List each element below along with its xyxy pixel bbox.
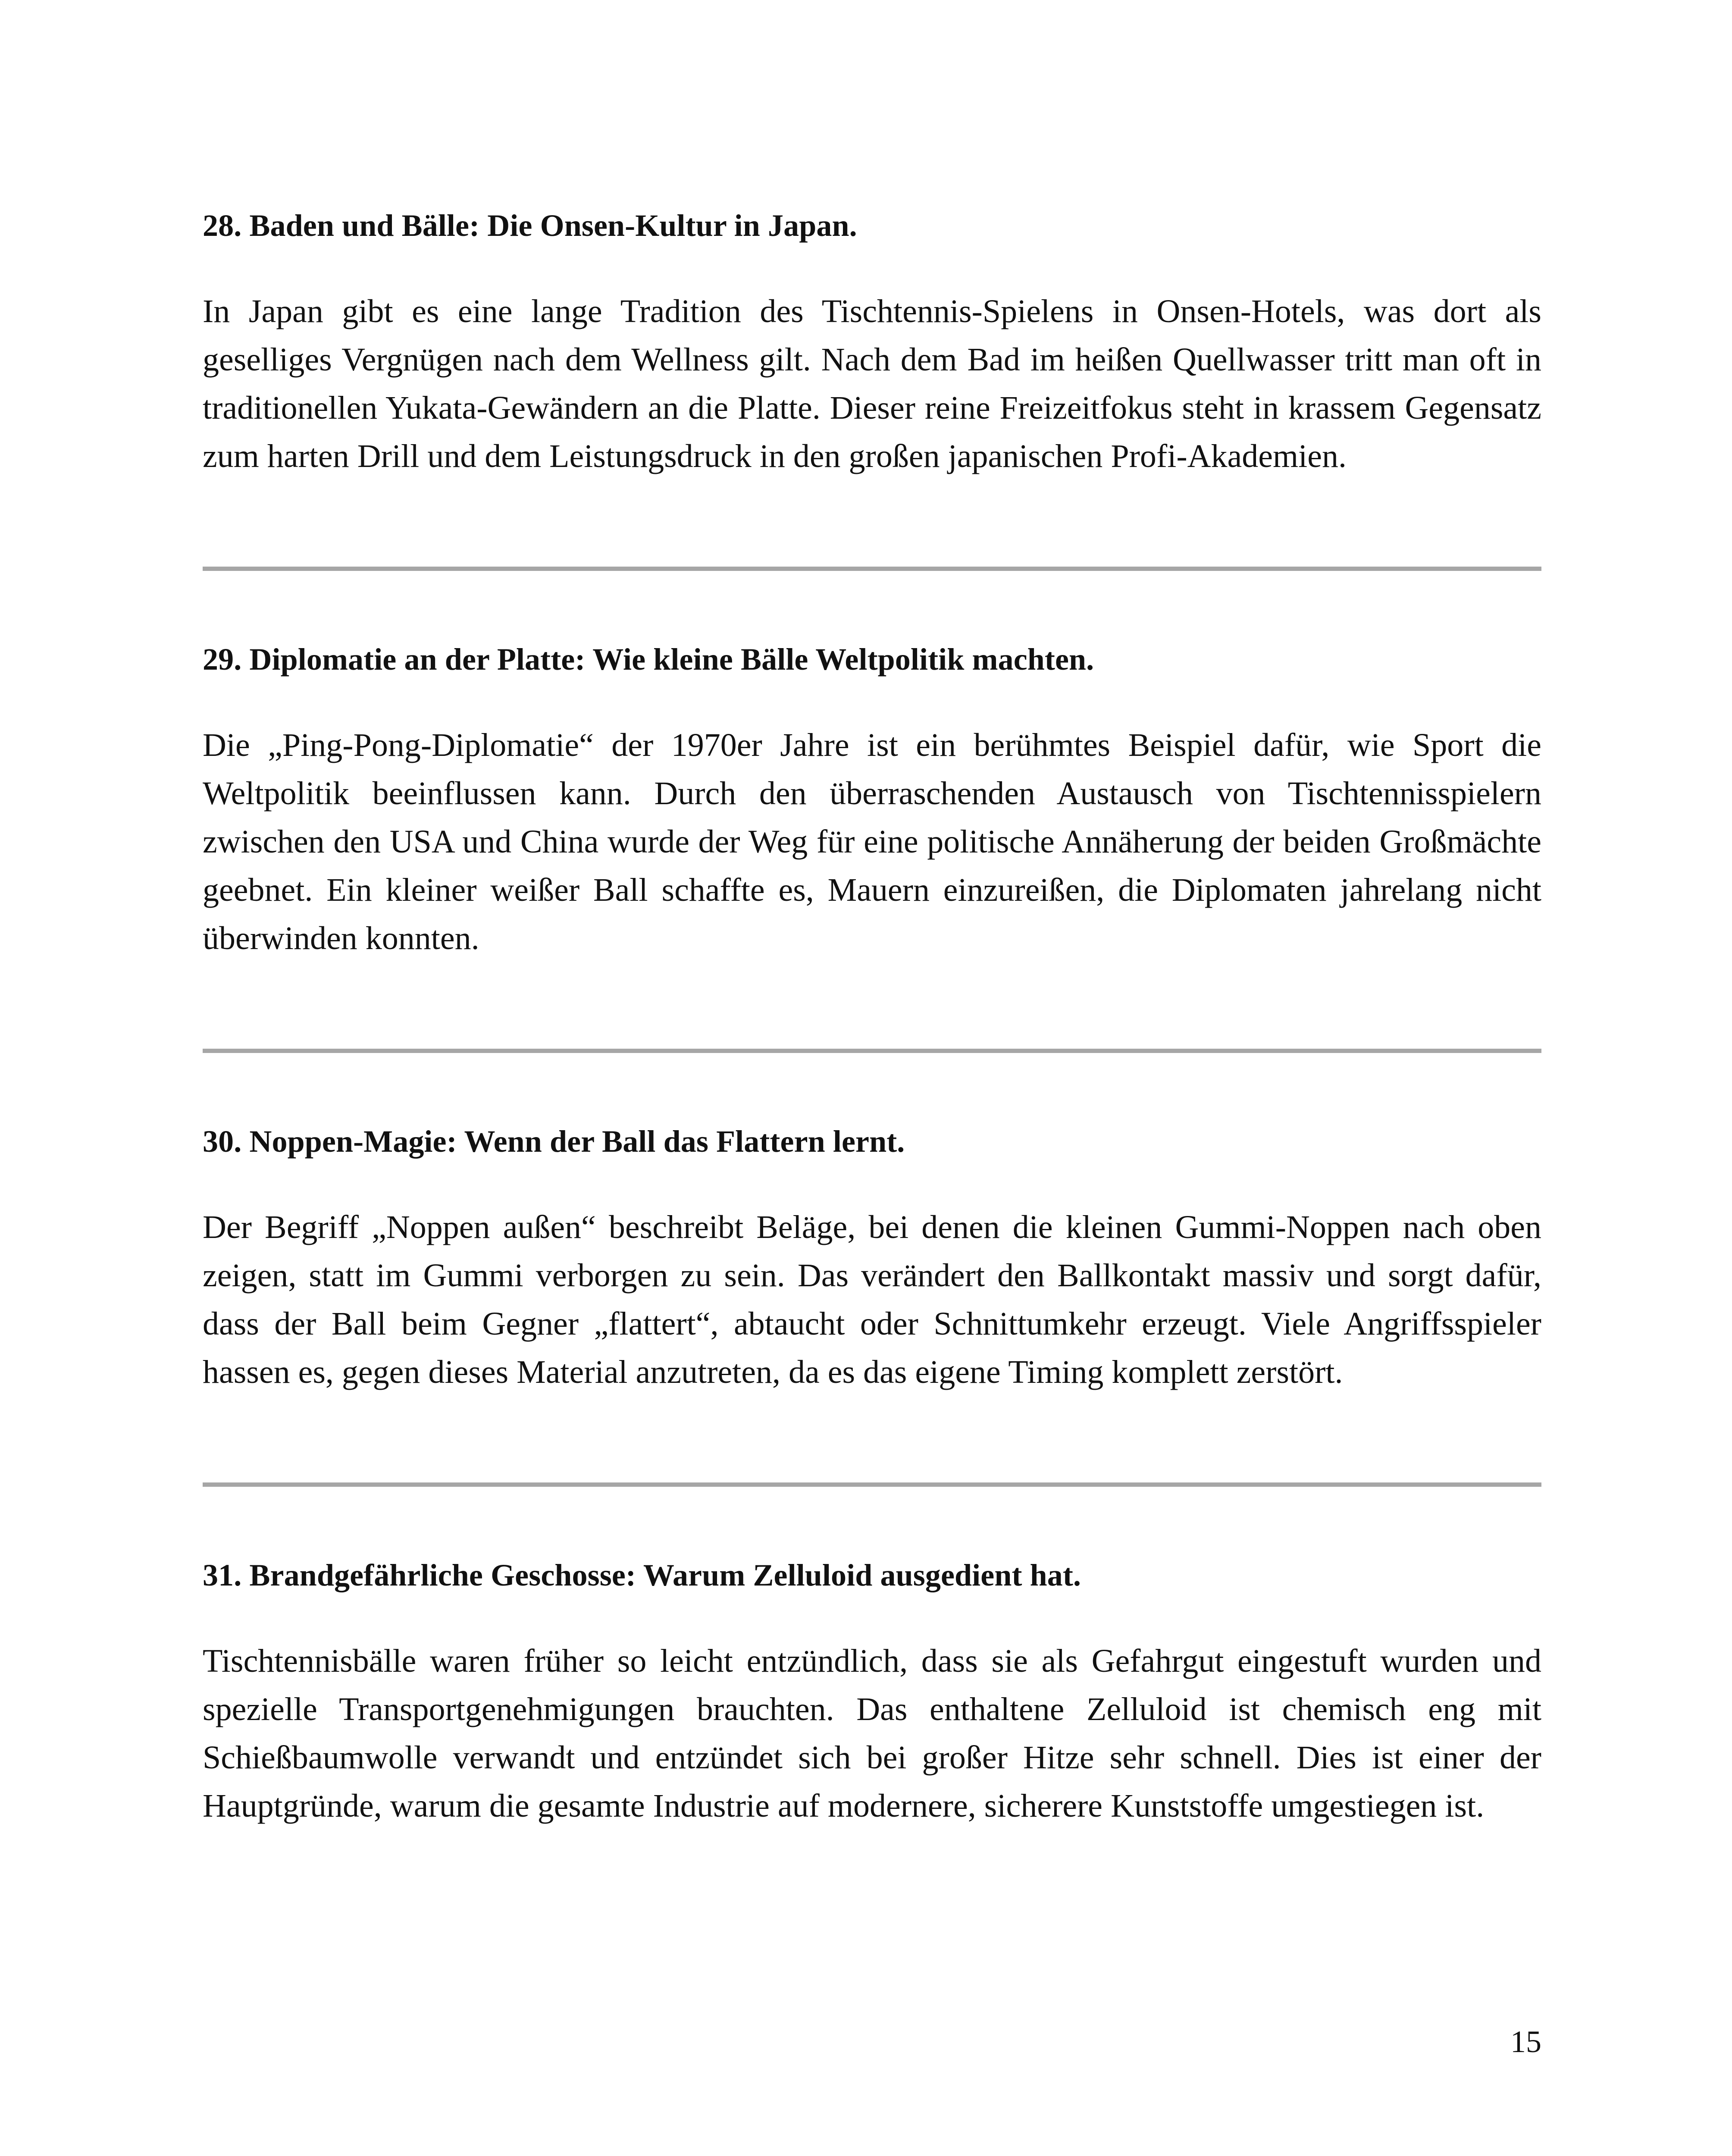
section-title: 31. Brandgefährliche Geschosse: Warum Zelluloid ausgedient hat.: [203, 1558, 1081, 1592]
section-paragraph: Die „Ping-Pong-Diplomatie“ der 1970er Jahre ist ein berühmtes Beispiel dafür, wie Sport die Weltpolitik beeinflussen kann. Durch den überraschenden Austausch von Tischtennisspielern zwischen den USA und China wurde der Weg für eine politische Annäherung der beiden Großmächte geebnet. Ein kleiner weißer Ball schaffte es, Mauern einzureißen, die Diplomaten jahrelang nicht überwinden konnten.: [203, 727, 1541, 956]
section-divider: [203, 1049, 1541, 1053]
section-title: 30. Noppen-Magie: Wenn der Ball das Flattern lernt.: [203, 1124, 905, 1159]
section-paragraph: In Japan gibt es eine lange Tradition des Tischtennis-Spielens in Onsen-Hotels, was dort als geselliges Vergnügen nach dem Wellness gilt. Nach dem Bad im heißen Quellwasser tritt man oft in traditionellen Yukata-Gewändern an die Platte. Dieser reine Freizeitfokus steht in krassem Gegensatz zum harten Drill und dem Leistungsdruck in den großen japanischen Profi-Akademien.: [203, 293, 1541, 474]
section-28: [203, 202, 1541, 480]
section-29: [203, 636, 1541, 962]
page-content: [203, 202, 1541, 1830]
section-title: 28. Baden und Bälle: Die Onsen-Kultur in Japan.: [203, 208, 857, 243]
section-divider: [203, 1482, 1541, 1487]
section-paragraph: Tischtennisbälle waren früher so leicht entzündlich, dass sie als Gefahrgut eingestuft wurden und spezielle Transportgenehmigungen brauchten. Das enthaltene Zelluloid ist chemisch eng mit Schießbaumwolle verwandt und entzündet sich bei großer Hitze sehr schnell. Dies ist einer der Hauptgründe, warum die gesamte Industrie auf modernere, sicherere Kunststoffe umgestiegen ist.: [203, 1643, 1541, 1824]
section-title: 29. Diplomatie an der Platte: Wie kleine Bälle Weltpolitik machten.: [203, 642, 1094, 677]
section-divider: [203, 567, 1541, 571]
page-number: 15: [1510, 2024, 1541, 2059]
section-31: [203, 1551, 1541, 1830]
section-paragraph: Der Begriff „Noppen außen“ beschreibt Beläge, bei denen die kleinen Gummi-Noppen nach oben zeigen, statt im Gummi verborgen zu sein. Das verändert den Ballkontakt massiv und sorgt dafür, dass der Ball beim Gegner „flattert“, abtaucht oder Schnittumkehr erzeugt. Viele Angriffsspieler hassen es, gegen dieses Material anzutreten, da es das eigene Timing komplett zerstört.: [203, 1209, 1541, 1390]
section-30: [203, 1118, 1541, 1396]
